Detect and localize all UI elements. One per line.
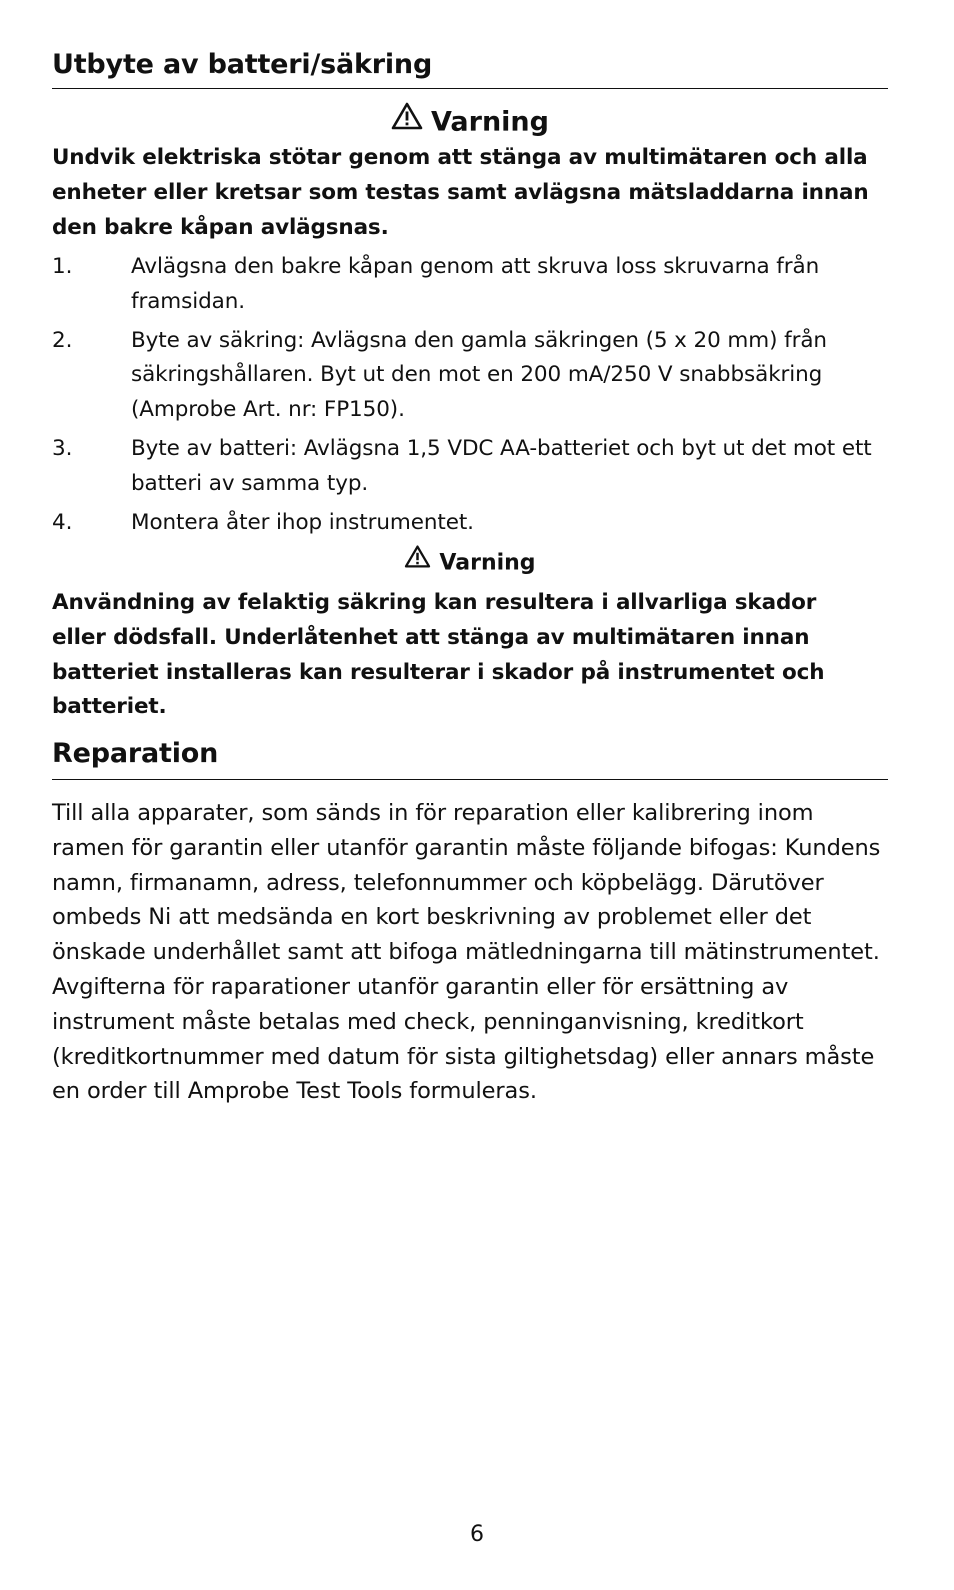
step-number: 2. <box>52 327 73 353</box>
step-text: Montera åter ihop instrumentet. <box>131 509 474 535</box>
page-number: 6 <box>470 1522 484 1547</box>
warning-text: Undvik elektriska stötar genom att stänga av multimätaren och alla enheter eller kretsar som testas samt avlägsna mätsladdarna innan den bakre kåpan avlägsnas. <box>52 145 869 240</box>
section-divider <box>52 779 888 780</box>
step-number: 4. <box>52 509 73 535</box>
step-number: 1. <box>52 254 73 279</box>
warning-heading-label: Varning <box>439 550 536 576</box>
list-item <box>52 324 888 428</box>
list-item <box>52 250 888 320</box>
step-number: 3. <box>52 435 73 461</box>
instruction-list <box>52 250 888 544</box>
warning-triangle-icon <box>404 545 431 578</box>
step-text: Byte av säkring: Avlägsna den gamla säkringen (5 x 20 mm) från säkringshållaren. Byt ut den mot en 200 mA/250 V snabbsäkring (Amprobe Art. nr: FP150). <box>131 327 827 423</box>
warning-triangle-icon <box>391 102 423 140</box>
list-item <box>52 506 888 541</box>
warning-heading-label: Varning <box>431 106 549 138</box>
warning-heading <box>52 104 888 142</box>
warning-text: Användning av felaktig säkring kan resultera i allvarliga skador eller dödsfall. Underlåtenhet att stänga av multimätaren innan batteriet installeras kan resulterar i skador på instrumentet och batteriet. <box>52 590 825 720</box>
section-divider <box>52 88 888 89</box>
section-title-battery-fuse: Utbyte av batteri/säkring <box>52 49 433 80</box>
step-text: Avlägsna den bakre kåpan genom att skruva loss skruvarna från framsidan. <box>131 254 820 314</box>
step-text: Byte av batteri: Avlägsna 1,5 VDC AA-batteriet och byt ut det mot ett batteri av samma typ. <box>131 435 872 496</box>
list-item <box>52 432 888 502</box>
section-title-repair: Reparation <box>52 738 219 769</box>
repair-paragraph: Till alla apparater, som sänds in för reparation eller kalibrering inom ramen för garantin eller utanför garantin måste följande bifogas: Kundens namn, firmanamn, adress, telefonnummer och köpbelägg. Därutöver ombeds Ni att medsända en kort beskrivning av problemet eller det önskade underhållet samt att bifoga mätledningarna till mätinstrumentet. Avgifterna för raparationer utanför garantin eller för ersättning av instrument måste betalas med check, penninganvisning, kreditkort (kreditkortnummer med datum för sista giltighetsdag) eller annars måste en order till Amprobe Test Tools formuleras. <box>52 800 881 1105</box>
warning-heading <box>52 547 888 580</box>
